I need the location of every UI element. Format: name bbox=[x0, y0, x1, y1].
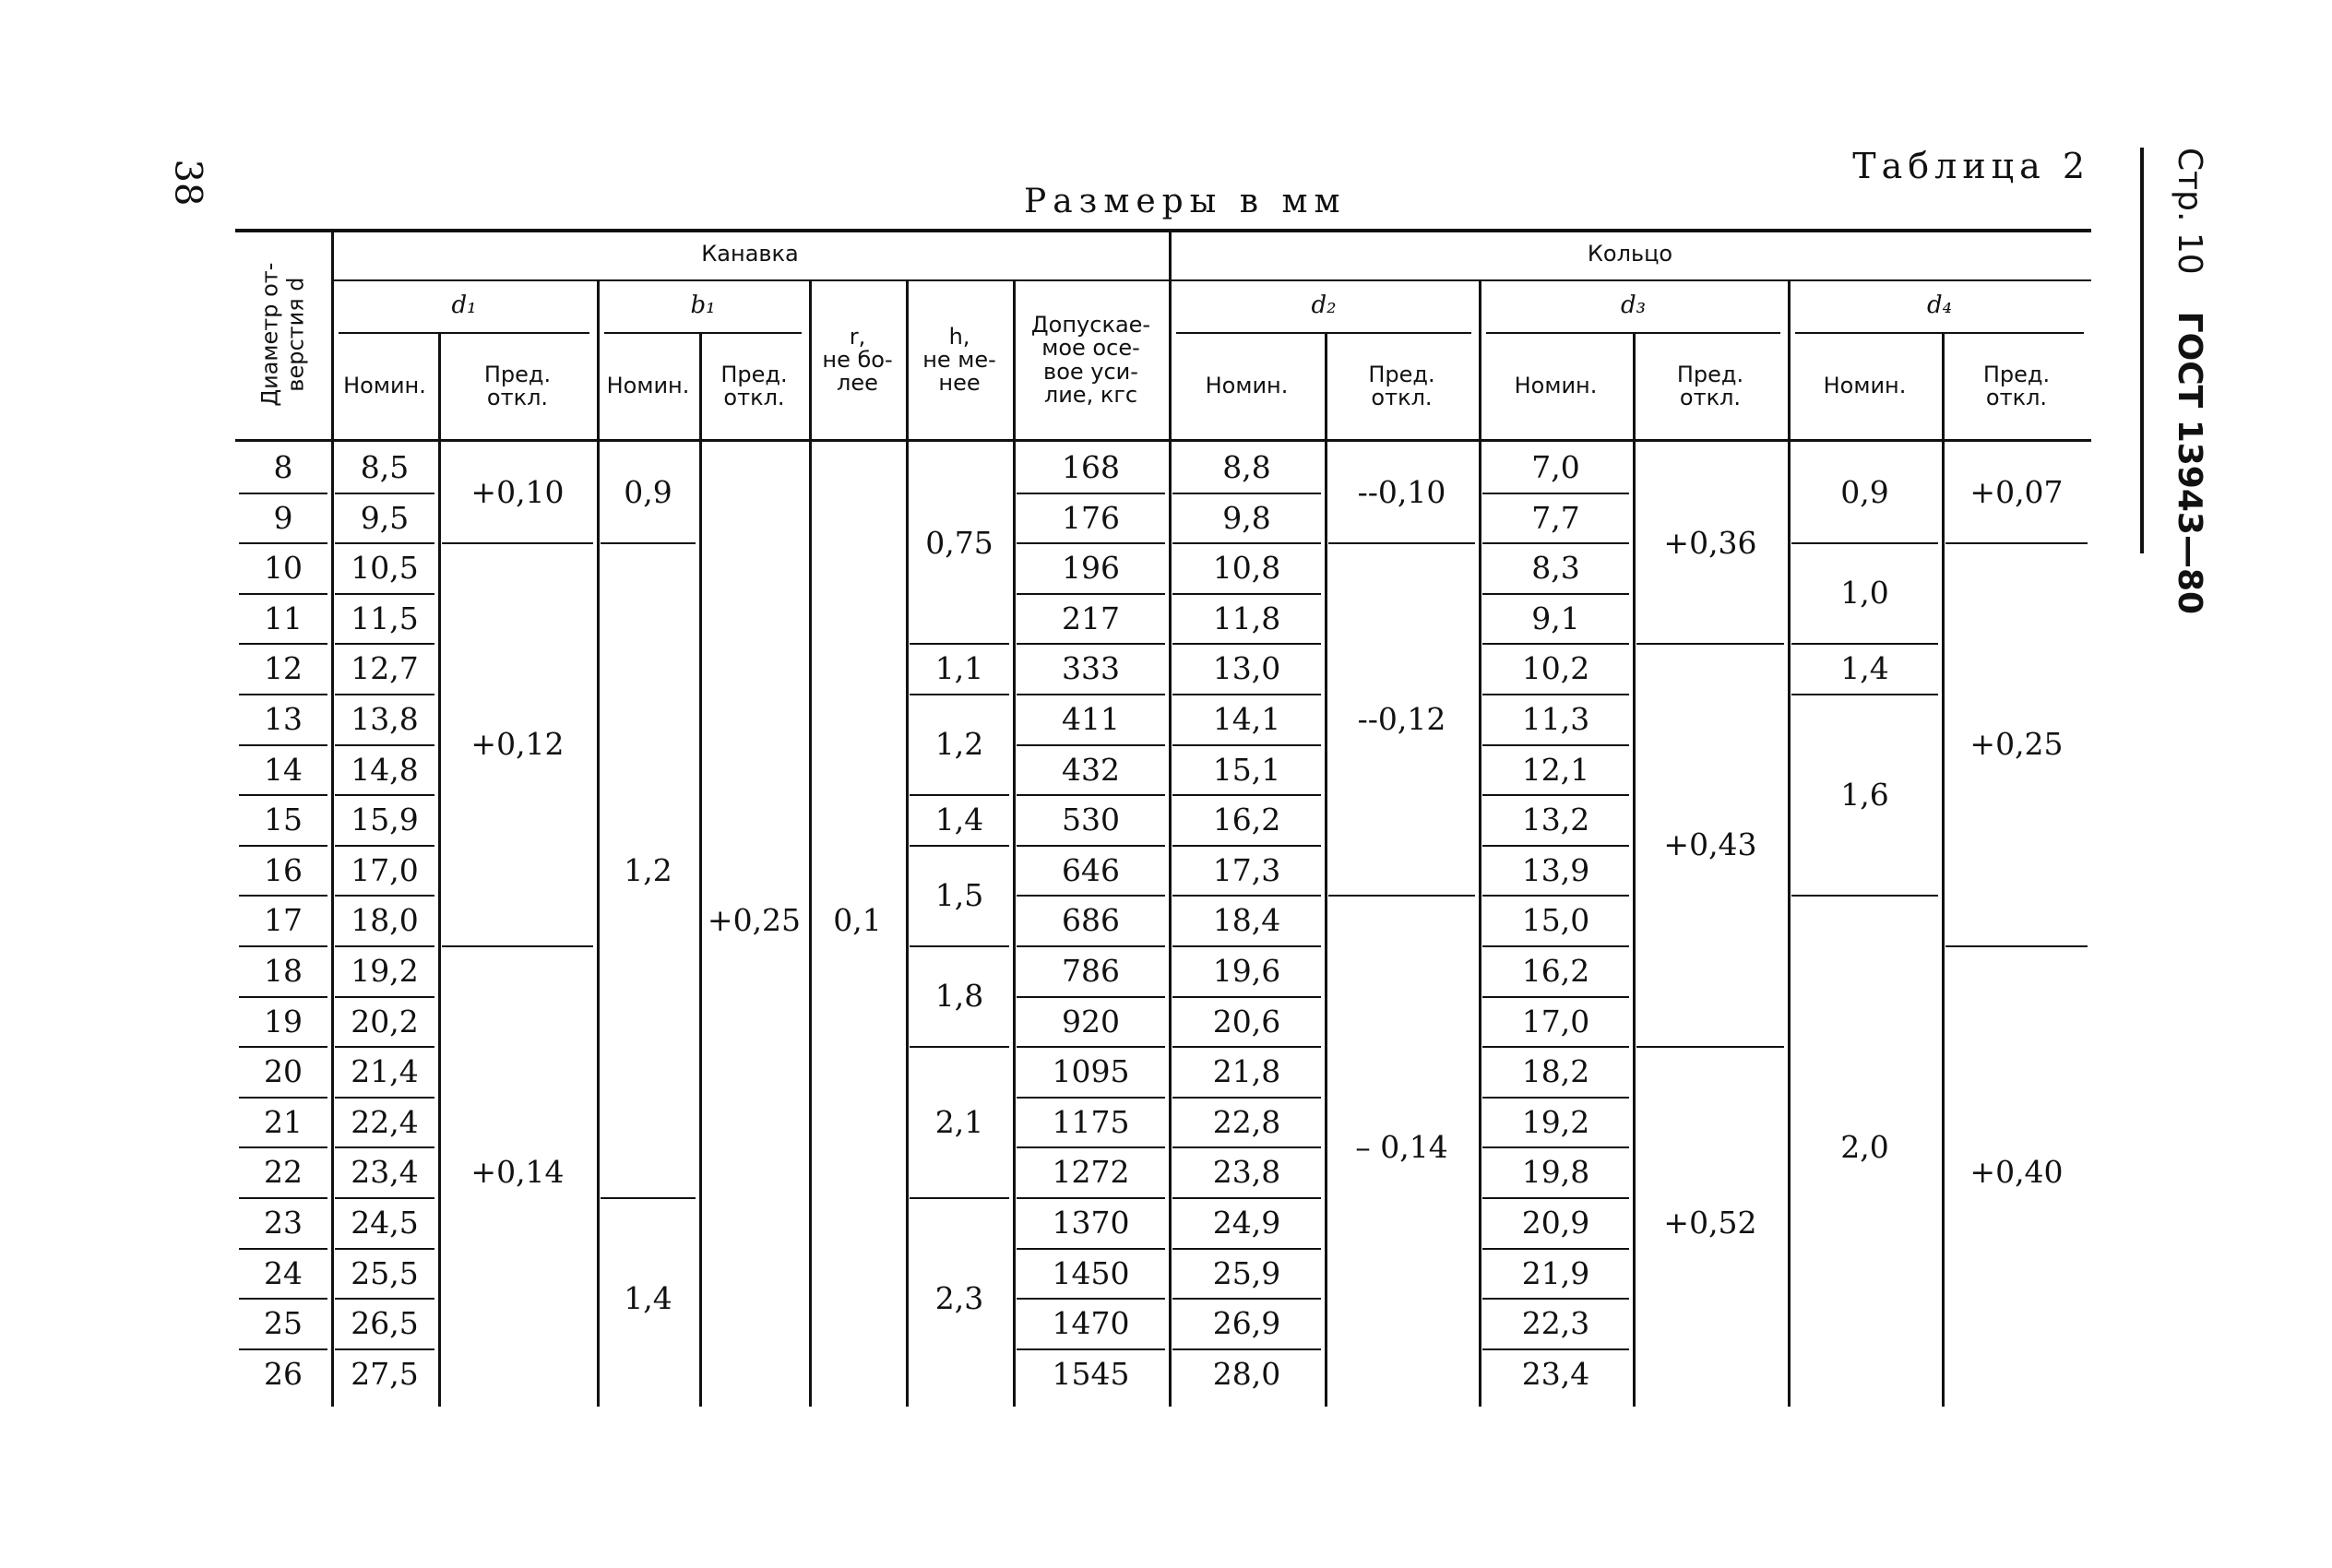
force-cell: 196 bbox=[1062, 550, 1120, 587]
force-cell: 686 bbox=[1062, 902, 1120, 939]
header-b1: b₁ bbox=[690, 291, 716, 319]
h-cell: 1,2 bbox=[934, 726, 984, 763]
b1-nominal-cell: 1,4 bbox=[624, 1279, 672, 1316]
units-caption: Размеры в мм bbox=[1024, 183, 1347, 220]
diameter-cell: 9 bbox=[273, 499, 293, 536]
d1-nominal-cell: 13,8 bbox=[351, 700, 419, 737]
d3-deviation-cell: +0,52 bbox=[1663, 1204, 1757, 1241]
force-cell: 1175 bbox=[1052, 1103, 1130, 1140]
force-cell: 920 bbox=[1062, 1003, 1120, 1039]
d1-nominal-cell: 24,5 bbox=[351, 1204, 419, 1241]
d1-nominal-cell: 25,5 bbox=[351, 1254, 419, 1291]
force-cell: 411 bbox=[1062, 700, 1120, 737]
force-cell: 530 bbox=[1062, 802, 1120, 838]
diameter-cell: 13 bbox=[264, 700, 303, 737]
d1-nominal-cell: 9,5 bbox=[360, 499, 410, 536]
d2-nominal-cell: 25,9 bbox=[1212, 1254, 1281, 1291]
b1-nominal-cell: 0,9 bbox=[624, 474, 672, 511]
h-cell: 1,4 bbox=[934, 802, 984, 838]
diameter-cell: 18 bbox=[264, 952, 303, 989]
d2-nominal-cell: 21,8 bbox=[1212, 1053, 1281, 1090]
header-deviation: Пред. откл. bbox=[1982, 361, 2051, 410]
d2-nominal-cell: 10,8 bbox=[1212, 550, 1281, 587]
d3-nominal-cell: 13,9 bbox=[1521, 851, 1590, 888]
force-cell: 1450 bbox=[1052, 1254, 1130, 1291]
header-d3: d₃ bbox=[1620, 291, 1647, 319]
d2-nominal-cell: 19,6 bbox=[1212, 952, 1281, 989]
header-nominal: Номин. bbox=[343, 373, 426, 399]
diameter-cell: 26 bbox=[264, 1355, 303, 1392]
dimensions-table bbox=[235, 229, 2091, 1437]
d3-nominal-cell: 10,2 bbox=[1521, 650, 1590, 687]
d3-nominal-cell: 16,2 bbox=[1521, 952, 1590, 989]
diameter-cell: 14 bbox=[264, 751, 303, 788]
force-cell: 1370 bbox=[1052, 1204, 1130, 1241]
diameter-cell: 10 bbox=[264, 550, 303, 587]
d3-nominal-cell: 15,0 bbox=[1521, 902, 1590, 939]
d1-nominal-cell: 15,9 bbox=[351, 802, 419, 838]
table-title: Таблица 2 bbox=[1852, 146, 2090, 186]
d2-nominal-cell: 9,8 bbox=[1222, 499, 1271, 536]
h-cell: 1,5 bbox=[934, 877, 984, 914]
diameter-cell: 20 bbox=[264, 1053, 303, 1090]
diameter-cell: 22 bbox=[264, 1154, 303, 1191]
d1-nominal-cell: 27,5 bbox=[351, 1355, 419, 1392]
diameter-cell: 17 bbox=[264, 902, 303, 939]
diameter-cell: 19 bbox=[264, 1003, 303, 1039]
d2-deviation-cell: --0,10 bbox=[1357, 474, 1446, 511]
d1-deviation-cell: +0,10 bbox=[470, 474, 565, 511]
d2-nominal-cell: 26,9 bbox=[1212, 1305, 1281, 1342]
b1-nominal-cell: 1,2 bbox=[624, 851, 672, 888]
d3-nominal-cell: 19,8 bbox=[1521, 1154, 1590, 1191]
d2-nominal-cell: 20,6 bbox=[1212, 1003, 1281, 1039]
b1-deviation-cell: +0,25 bbox=[707, 902, 802, 939]
diameter-cell: 8 bbox=[273, 448, 293, 485]
d2-deviation-cell: --0,12 bbox=[1357, 700, 1446, 737]
d4-nominal-cell: 1,0 bbox=[1840, 575, 1889, 612]
force-cell: 168 bbox=[1062, 448, 1120, 485]
header-force: Допускае- мое осе- вое уси- лие, кгс bbox=[1030, 312, 1151, 408]
d1-nominal-cell: 8,5 bbox=[360, 448, 410, 485]
d4-deviation-cell: +0,25 bbox=[1969, 726, 2064, 763]
d1-nominal-cell: 14,8 bbox=[351, 751, 419, 788]
d1-nominal-cell: 11,5 bbox=[351, 600, 419, 636]
header-h: h, не ме- нее bbox=[922, 323, 996, 397]
diameter-cell: 16 bbox=[264, 851, 303, 888]
d3-deviation-cell: +0,36 bbox=[1663, 524, 1757, 561]
force-cell: 1095 bbox=[1052, 1053, 1130, 1090]
diameter-cell: 23 bbox=[264, 1204, 303, 1241]
diameter-cell: 25 bbox=[264, 1305, 303, 1342]
force-cell: 1272 bbox=[1052, 1154, 1130, 1191]
force-cell: 333 bbox=[1062, 650, 1120, 687]
diameter-cell: 24 bbox=[264, 1254, 303, 1291]
d3-nominal-cell: 19,2 bbox=[1521, 1103, 1590, 1140]
d2-nominal-cell: 28,0 bbox=[1212, 1355, 1281, 1392]
d1-deviation-cell: +0,12 bbox=[470, 726, 565, 763]
d2-nominal-cell: 16,2 bbox=[1212, 802, 1281, 838]
d1-nominal-cell: 26,5 bbox=[351, 1305, 419, 1342]
diameter-cell: 12 bbox=[264, 650, 303, 687]
h-cell: 1,8 bbox=[934, 978, 984, 1015]
header-deviation: Пред. откл. bbox=[1368, 361, 1435, 410]
d3-nominal-cell: 18,2 bbox=[1521, 1053, 1590, 1090]
d3-nominal-cell: 11,3 bbox=[1521, 700, 1590, 737]
force-cell: 646 bbox=[1062, 851, 1120, 888]
d1-deviation-cell: +0,14 bbox=[470, 1154, 565, 1191]
page-number: 38 bbox=[166, 159, 209, 207]
d3-nominal-cell: 23,4 bbox=[1521, 1355, 1590, 1392]
header-nominal: Номин. bbox=[1823, 373, 1907, 399]
header-d1: d₁ bbox=[451, 291, 477, 319]
h-cell: 2,1 bbox=[934, 1103, 984, 1140]
side-page: Стр. 10 bbox=[2171, 148, 2208, 275]
h-cell: 0,75 bbox=[925, 524, 993, 561]
header-nominal: Номин. bbox=[1514, 373, 1598, 399]
d1-nominal-cell: 12,7 bbox=[351, 650, 419, 687]
force-cell: 432 bbox=[1062, 751, 1120, 788]
d4-nominal-cell: 2,0 bbox=[1840, 1129, 1889, 1166]
d3-nominal-cell: 7,7 bbox=[1531, 499, 1580, 536]
diameter-cell: 11 bbox=[264, 600, 303, 636]
d2-nominal-cell: 24,9 bbox=[1212, 1204, 1281, 1241]
h-cell: 1,1 bbox=[934, 650, 984, 687]
header-deviation: Пред. откл. bbox=[720, 361, 788, 410]
d4-deviation-cell: +0,07 bbox=[1969, 474, 2064, 511]
d1-nominal-cell: 19,2 bbox=[351, 952, 419, 989]
d2-deviation-cell: – 0,14 bbox=[1355, 1129, 1448, 1166]
d4-nominal-cell: 1,6 bbox=[1840, 776, 1889, 813]
d2-nominal-cell: 18,4 bbox=[1212, 902, 1281, 939]
side-standard: ГОСТ 13943—80 bbox=[2171, 311, 2208, 615]
d3-nominal-cell: 13,2 bbox=[1521, 802, 1590, 838]
d4-deviation-cell: +0,40 bbox=[1969, 1154, 2064, 1191]
d3-nominal-cell: 8,3 bbox=[1531, 550, 1580, 587]
force-cell: 786 bbox=[1062, 952, 1120, 989]
d2-nominal-cell: 13,0 bbox=[1212, 650, 1281, 687]
header-nominal: Номин. bbox=[606, 373, 690, 399]
force-cell: 176 bbox=[1062, 499, 1120, 536]
h-cell: 2,3 bbox=[934, 1279, 984, 1316]
header-nominal: Номин. bbox=[1205, 373, 1289, 399]
d1-nominal-cell: 21,4 bbox=[351, 1053, 419, 1090]
header-groove: Канавка bbox=[701, 240, 799, 267]
header-deviation: Пред. откл. bbox=[483, 361, 552, 410]
d2-nominal-cell: 11,8 bbox=[1212, 600, 1281, 636]
d1-nominal-cell: 18,0 bbox=[351, 902, 419, 939]
d3-nominal-cell: 21,9 bbox=[1521, 1254, 1590, 1291]
header-diameter bbox=[235, 229, 331, 441]
d3-nominal-cell: 7,0 bbox=[1531, 448, 1580, 485]
d4-nominal-cell: 1,4 bbox=[1840, 650, 1889, 687]
diameter-cell: 15 bbox=[264, 802, 303, 838]
d1-nominal-cell: 10,5 bbox=[351, 550, 419, 587]
d1-nominal-cell: 20,2 bbox=[351, 1003, 419, 1039]
d3-nominal-cell: 17,0 bbox=[1521, 1003, 1590, 1039]
r-cell: 0,1 bbox=[833, 902, 882, 939]
force-cell: 217 bbox=[1062, 600, 1120, 636]
header-diameter-text: Диаметр от- верстия d bbox=[256, 262, 308, 408]
d3-deviation-cell: +0,43 bbox=[1663, 826, 1757, 863]
d2-nominal-cell: 22,8 bbox=[1212, 1103, 1281, 1140]
d2-nominal-cell: 8,8 bbox=[1222, 448, 1271, 485]
header-r: r, не бо- лее bbox=[822, 323, 893, 397]
d1-nominal-cell: 23,4 bbox=[351, 1154, 419, 1191]
header-deviation: Пред. откл. bbox=[1676, 361, 1744, 410]
diameter-cell: 21 bbox=[264, 1103, 303, 1140]
d1-nominal-cell: 17,0 bbox=[351, 851, 419, 888]
d3-nominal-cell: 9,1 bbox=[1531, 600, 1580, 636]
d2-nominal-cell: 15,1 bbox=[1212, 751, 1281, 788]
force-cell: 1545 bbox=[1052, 1355, 1130, 1392]
d4-nominal-cell: 0,9 bbox=[1840, 474, 1889, 511]
d2-nominal-cell: 23,8 bbox=[1212, 1154, 1281, 1191]
d2-nominal-cell: 17,3 bbox=[1212, 851, 1281, 888]
d3-nominal-cell: 20,9 bbox=[1521, 1204, 1590, 1241]
d2-nominal-cell: 14,1 bbox=[1212, 700, 1281, 737]
header-d2: d₂ bbox=[1311, 291, 1337, 319]
header-ring: Кольцо bbox=[1587, 240, 1673, 267]
d3-nominal-cell: 22,3 bbox=[1521, 1305, 1590, 1342]
header-d4: d₄ bbox=[1926, 291, 1953, 319]
d3-nominal-cell: 12,1 bbox=[1521, 751, 1590, 788]
side-header bbox=[2171, 148, 2208, 614]
d1-nominal-cell: 22,4 bbox=[351, 1103, 419, 1140]
force-cell: 1470 bbox=[1052, 1305, 1130, 1342]
